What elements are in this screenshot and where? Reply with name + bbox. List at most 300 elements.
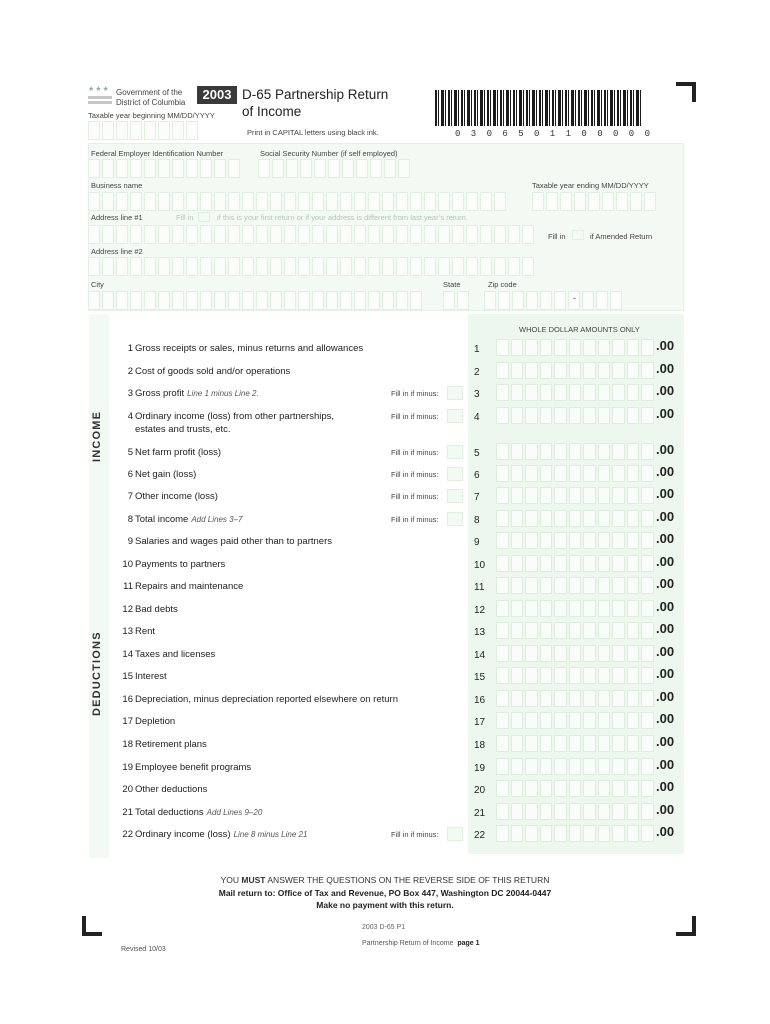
character-cell[interactable] — [424, 192, 436, 211]
amount-digit-cell[interactable] — [641, 339, 654, 356]
character-cell[interactable] — [370, 159, 382, 178]
amount-digit-cell[interactable] — [612, 555, 625, 572]
amount-digit-cell[interactable] — [598, 384, 611, 401]
amount-digit-cell[interactable] — [641, 555, 654, 572]
amount-digit-cell[interactable] — [525, 735, 538, 752]
amount-digit-cell[interactable] — [569, 825, 582, 842]
amount-digit-cell[interactable] — [511, 758, 524, 775]
amount-digit-cell[interactable] — [641, 465, 654, 482]
character-cell[interactable] — [172, 121, 184, 140]
character-cell[interactable] — [102, 257, 114, 276]
character-cell[interactable] — [172, 291, 184, 310]
amount-digit-cell[interactable] — [641, 510, 654, 527]
amount-digit-cell[interactable] — [511, 384, 524, 401]
amount-digit-cell[interactable] — [525, 600, 538, 617]
amount-digit-cell[interactable] — [525, 825, 538, 842]
amount-field[interactable] — [496, 712, 654, 729]
character-cell[interactable] — [384, 159, 396, 178]
amount-digit-cell[interactable] — [511, 712, 524, 729]
amount-digit-cell[interactable] — [554, 690, 567, 707]
amount-digit-cell[interactable] — [583, 362, 596, 379]
amount-digit-cell[interactable] — [511, 487, 524, 504]
amount-digit-cell[interactable] — [569, 510, 582, 527]
character-cell[interactable] — [424, 257, 436, 276]
amount-digit-cell[interactable] — [627, 780, 640, 797]
character-cell[interactable] — [298, 291, 310, 310]
character-cell[interactable] — [186, 159, 198, 178]
character-cell[interactable] — [326, 192, 338, 211]
character-cell[interactable] — [102, 192, 114, 211]
amount-digit-cell[interactable] — [598, 487, 611, 504]
character-cell[interactable] — [494, 225, 506, 244]
character-cell[interactable] — [424, 225, 436, 244]
amount-digit-cell[interactable] — [569, 407, 582, 424]
character-cell[interactable] — [130, 159, 142, 178]
amount-digit-cell[interactable] — [511, 803, 524, 820]
character-cell[interactable] — [130, 192, 142, 211]
character-cell[interactable] — [256, 225, 268, 244]
amount-digit-cell[interactable] — [496, 667, 509, 684]
amount-digit-cell[interactable] — [583, 384, 596, 401]
character-cell[interactable] — [158, 192, 170, 211]
amount-digit-cell[interactable] — [641, 712, 654, 729]
amount-digit-cell[interactable] — [569, 362, 582, 379]
character-cell[interactable] — [144, 257, 156, 276]
character-cell[interactable] — [256, 192, 268, 211]
amount-digit-cell[interactable] — [496, 532, 509, 549]
character-cell[interactable] — [354, 257, 366, 276]
amount-digit-cell[interactable] — [525, 712, 538, 729]
minus-oval-checkbox[interactable] — [447, 512, 463, 526]
character-cell[interactable] — [172, 257, 184, 276]
character-cell[interactable] — [522, 225, 534, 244]
character-cell[interactable] — [368, 257, 380, 276]
amount-digit-cell[interactable] — [583, 600, 596, 617]
character-cell[interactable] — [602, 192, 614, 211]
amount-digit-cell[interactable] — [496, 803, 509, 820]
character-cell[interactable] — [312, 257, 324, 276]
character-cell[interactable] — [312, 291, 324, 310]
character-cell[interactable] — [644, 192, 656, 211]
amount-digit-cell[interactable] — [598, 532, 611, 549]
amount-field[interactable] — [496, 645, 654, 662]
amount-digit-cell[interactable] — [554, 667, 567, 684]
amount-digit-cell[interactable] — [627, 825, 640, 842]
character-cell[interactable] — [102, 225, 114, 244]
character-cell[interactable] — [258, 159, 270, 178]
amount-digit-cell[interactable] — [598, 690, 611, 707]
character-cell[interactable] — [312, 225, 324, 244]
amount-digit-cell[interactable] — [540, 443, 553, 460]
character-cell[interactable] — [284, 291, 296, 310]
amount-digit-cell[interactable] — [612, 465, 625, 482]
amount-digit-cell[interactable] — [496, 510, 509, 527]
amount-field[interactable] — [496, 600, 654, 617]
amount-digit-cell[interactable] — [525, 362, 538, 379]
amount-digit-cell[interactable] — [612, 407, 625, 424]
character-cell[interactable] — [508, 257, 520, 276]
character-cell[interactable] — [284, 192, 296, 211]
character-cell[interactable] — [186, 291, 198, 310]
amount-digit-cell[interactable] — [554, 600, 567, 617]
amount-digit-cell[interactable] — [583, 487, 596, 504]
character-cell[interactable] — [116, 121, 128, 140]
character-cell[interactable] — [340, 192, 352, 211]
amount-digit-cell[interactable] — [583, 758, 596, 775]
character-cell[interactable] — [88, 225, 100, 244]
amount-digit-cell[interactable] — [569, 443, 582, 460]
amount-digit-cell[interactable] — [612, 803, 625, 820]
character-cell[interactable] — [130, 257, 142, 276]
amount-digit-cell[interactable] — [540, 600, 553, 617]
character-cell[interactable] — [158, 159, 170, 178]
amount-digit-cell[interactable] — [598, 712, 611, 729]
amount-digit-cell[interactable] — [598, 803, 611, 820]
amount-digit-cell[interactable] — [627, 577, 640, 594]
character-cell[interactable] — [144, 121, 156, 140]
amount-field[interactable] — [496, 803, 654, 820]
amount-digit-cell[interactable] — [525, 758, 538, 775]
amount-digit-cell[interactable] — [627, 712, 640, 729]
character-cell[interactable] — [588, 192, 600, 211]
character-cell[interactable] — [116, 192, 128, 211]
amount-digit-cell[interactable] — [554, 577, 567, 594]
amount-digit-cell[interactable] — [569, 532, 582, 549]
amount-digit-cell[interactable] — [540, 465, 553, 482]
character-cell[interactable] — [300, 159, 312, 178]
amount-digit-cell[interactable] — [569, 712, 582, 729]
amount-digit-cell[interactable] — [583, 803, 596, 820]
character-cell[interactable] — [298, 192, 310, 211]
character-cell[interactable] — [228, 192, 240, 211]
address-line-1-field[interactable] — [88, 225, 534, 244]
amount-digit-cell[interactable] — [511, 339, 524, 356]
amount-digit-cell[interactable] — [525, 384, 538, 401]
amount-digit-cell[interactable] — [583, 645, 596, 662]
amount-digit-cell[interactable] — [598, 443, 611, 460]
amount-digit-cell[interactable] — [598, 622, 611, 639]
amount-digit-cell[interactable] — [612, 532, 625, 549]
first-return-checkbox[interactable] — [198, 212, 210, 222]
character-cell[interactable] — [480, 192, 492, 211]
amount-digit-cell[interactable] — [583, 577, 596, 594]
amount-digit-cell[interactable] — [496, 384, 509, 401]
character-cell[interactable] — [130, 291, 142, 310]
amount-field[interactable] — [496, 690, 654, 707]
amount-digit-cell[interactable] — [525, 667, 538, 684]
character-cell[interactable] — [480, 257, 492, 276]
character-cell[interactable] — [158, 225, 170, 244]
amount-digit-cell[interactable] — [627, 555, 640, 572]
amount-digit-cell[interactable] — [540, 362, 553, 379]
amount-digit-cell[interactable] — [627, 407, 640, 424]
amount-digit-cell[interactable] — [569, 758, 582, 775]
amount-digit-cell[interactable] — [496, 735, 509, 752]
amount-field[interactable] — [496, 362, 654, 379]
amount-digit-cell[interactable] — [641, 667, 654, 684]
character-cell[interactable] — [214, 192, 226, 211]
amount-digit-cell[interactable] — [641, 532, 654, 549]
character-cell[interactable] — [452, 225, 464, 244]
amount-digit-cell[interactable] — [627, 758, 640, 775]
character-cell[interactable] — [494, 257, 506, 276]
amount-digit-cell[interactable] — [627, 339, 640, 356]
character-cell[interactable] — [396, 291, 408, 310]
character-cell[interactable] — [144, 192, 156, 211]
character-cell[interactable] — [256, 291, 268, 310]
character-cell[interactable] — [116, 159, 128, 178]
amount-digit-cell[interactable] — [496, 622, 509, 639]
character-cell[interactable] — [242, 225, 254, 244]
amount-digit-cell[interactable] — [583, 735, 596, 752]
amount-digit-cell[interactable] — [511, 735, 524, 752]
amount-digit-cell[interactable] — [496, 780, 509, 797]
character-cell[interactable] — [546, 192, 558, 211]
character-cell[interactable] — [116, 225, 128, 244]
character-cell[interactable] — [466, 192, 478, 211]
amount-digit-cell[interactable] — [612, 825, 625, 842]
amount-digit-cell[interactable] — [569, 384, 582, 401]
amount-digit-cell[interactable] — [627, 622, 640, 639]
character-cell[interactable] — [630, 192, 642, 211]
amount-digit-cell[interactable] — [627, 667, 640, 684]
amount-digit-cell[interactable] — [598, 465, 611, 482]
character-cell[interactable] — [554, 291, 566, 310]
amount-digit-cell[interactable] — [554, 407, 567, 424]
character-cell[interactable] — [340, 291, 352, 310]
character-cell[interactable] — [88, 291, 100, 310]
amount-digit-cell[interactable] — [511, 645, 524, 662]
character-cell[interactable] — [88, 257, 100, 276]
character-cell[interactable] — [398, 159, 410, 178]
amount-digit-cell[interactable] — [598, 645, 611, 662]
character-cell[interactable] — [382, 192, 394, 211]
amended-return-checkbox[interactable] — [572, 230, 584, 240]
amount-digit-cell[interactable] — [569, 690, 582, 707]
amount-field[interactable] — [496, 407, 654, 424]
amount-digit-cell[interactable] — [612, 362, 625, 379]
character-cell[interactable] — [88, 192, 100, 211]
amount-digit-cell[interactable] — [627, 362, 640, 379]
amount-digit-cell[interactable] — [598, 362, 611, 379]
amount-digit-cell[interactable] — [627, 532, 640, 549]
amount-digit-cell[interactable] — [511, 622, 524, 639]
city-field[interactable] — [88, 291, 422, 310]
minus-oval-checkbox[interactable] — [447, 409, 463, 423]
amount-digit-cell[interactable] — [540, 735, 553, 752]
amount-digit-cell[interactable] — [583, 443, 596, 460]
amount-digit-cell[interactable] — [612, 510, 625, 527]
character-cell[interactable] — [284, 225, 296, 244]
character-cell[interactable] — [466, 225, 478, 244]
character-cell[interactable] — [214, 257, 226, 276]
character-cell[interactable] — [498, 291, 510, 310]
character-cell[interactable] — [526, 291, 538, 310]
amount-digit-cell[interactable] — [496, 712, 509, 729]
character-cell[interactable] — [508, 225, 520, 244]
minus-oval-checkbox[interactable] — [447, 467, 463, 481]
amount-field[interactable] — [496, 622, 654, 639]
amount-digit-cell[interactable] — [598, 407, 611, 424]
amount-digit-cell[interactable] — [540, 712, 553, 729]
amount-digit-cell[interactable] — [612, 690, 625, 707]
amount-field[interactable] — [496, 510, 654, 527]
amount-field[interactable] — [496, 758, 654, 775]
amount-digit-cell[interactable] — [569, 667, 582, 684]
character-cell[interactable] — [382, 291, 394, 310]
taxable-year-ending-field[interactable] — [532, 192, 656, 211]
character-cell[interactable] — [340, 257, 352, 276]
amount-field[interactable] — [496, 465, 654, 482]
taxable-year-beginning-field[interactable] — [88, 121, 198, 140]
amount-digit-cell[interactable] — [583, 532, 596, 549]
character-cell[interactable] — [484, 291, 496, 310]
amount-digit-cell[interactable] — [540, 825, 553, 842]
character-cell[interactable] — [186, 257, 198, 276]
amount-digit-cell[interactable] — [583, 712, 596, 729]
character-cell[interactable] — [382, 257, 394, 276]
amount-digit-cell[interactable] — [540, 690, 553, 707]
character-cell[interactable] — [328, 159, 340, 178]
character-cell[interactable] — [144, 291, 156, 310]
amount-digit-cell[interactable] — [496, 443, 509, 460]
amount-digit-cell[interactable] — [511, 600, 524, 617]
character-cell[interactable] — [186, 225, 198, 244]
character-cell[interactable] — [532, 192, 544, 211]
amount-digit-cell[interactable] — [511, 362, 524, 379]
character-cell[interactable] — [270, 192, 282, 211]
amount-digit-cell[interactable] — [627, 600, 640, 617]
minus-oval-checkbox[interactable] — [447, 827, 463, 841]
amount-digit-cell[interactable] — [554, 712, 567, 729]
character-cell[interactable] — [158, 121, 170, 140]
amount-field[interactable] — [496, 825, 654, 842]
amount-digit-cell[interactable] — [598, 510, 611, 527]
character-cell[interactable] — [396, 225, 408, 244]
amount-digit-cell[interactable] — [496, 407, 509, 424]
amount-digit-cell[interactable] — [525, 465, 538, 482]
amount-digit-cell[interactable] — [511, 555, 524, 572]
character-cell[interactable] — [214, 291, 226, 310]
character-cell[interactable] — [466, 257, 478, 276]
character-cell[interactable] — [512, 291, 524, 310]
amount-digit-cell[interactable] — [569, 487, 582, 504]
character-cell[interactable] — [368, 291, 380, 310]
amount-digit-cell[interactable] — [612, 384, 625, 401]
amount-digit-cell[interactable] — [641, 803, 654, 820]
amount-digit-cell[interactable] — [511, 407, 524, 424]
amount-digit-cell[interactable] — [569, 645, 582, 662]
amount-digit-cell[interactable] — [525, 510, 538, 527]
character-cell[interactable] — [314, 159, 326, 178]
amount-digit-cell[interactable] — [569, 780, 582, 797]
character-cell[interactable] — [88, 121, 100, 140]
amount-digit-cell[interactable] — [540, 758, 553, 775]
amount-digit-cell[interactable] — [554, 487, 567, 504]
amount-digit-cell[interactable] — [569, 465, 582, 482]
minus-oval-checkbox[interactable] — [447, 445, 463, 459]
amount-digit-cell[interactable] — [540, 555, 553, 572]
character-cell[interactable] — [270, 257, 282, 276]
amount-digit-cell[interactable] — [496, 362, 509, 379]
amount-digit-cell[interactable] — [569, 600, 582, 617]
amount-digit-cell[interactable] — [554, 735, 567, 752]
character-cell[interactable] — [144, 159, 156, 178]
character-cell[interactable] — [560, 192, 572, 211]
character-cell[interactable] — [102, 159, 114, 178]
amount-digit-cell[interactable] — [612, 577, 625, 594]
character-cell[interactable] — [438, 192, 450, 211]
amount-digit-cell[interactable] — [540, 803, 553, 820]
amount-digit-cell[interactable] — [583, 510, 596, 527]
amount-digit-cell[interactable] — [598, 735, 611, 752]
amount-digit-cell[interactable] — [598, 555, 611, 572]
amount-digit-cell[interactable] — [641, 384, 654, 401]
amount-digit-cell[interactable] — [496, 465, 509, 482]
character-cell[interactable] — [102, 121, 114, 140]
amount-digit-cell[interactable] — [525, 803, 538, 820]
ssn-field[interactable] — [258, 159, 410, 178]
character-cell[interactable] — [480, 225, 492, 244]
amount-digit-cell[interactable] — [569, 577, 582, 594]
character-cell[interactable] — [610, 291, 622, 310]
amount-field[interactable] — [496, 780, 654, 797]
character-cell[interactable] — [102, 291, 114, 310]
character-cell[interactable] — [242, 291, 254, 310]
amount-digit-cell[interactable] — [554, 555, 567, 572]
amount-digit-cell[interactable] — [496, 600, 509, 617]
amount-field[interactable] — [496, 487, 654, 504]
amount-digit-cell[interactable] — [554, 825, 567, 842]
character-cell[interactable] — [354, 225, 366, 244]
amount-digit-cell[interactable] — [583, 622, 596, 639]
amount-digit-cell[interactable] — [583, 690, 596, 707]
character-cell[interactable] — [286, 159, 298, 178]
amount-digit-cell[interactable] — [496, 577, 509, 594]
amount-digit-cell[interactable] — [540, 407, 553, 424]
amount-digit-cell[interactable] — [569, 555, 582, 572]
character-cell[interactable] — [540, 291, 552, 310]
fein-field[interactable] — [88, 159, 240, 178]
character-cell[interactable] — [396, 257, 408, 276]
amount-digit-cell[interactable] — [583, 339, 596, 356]
character-cell[interactable] — [256, 257, 268, 276]
character-cell[interactable] — [368, 225, 380, 244]
character-cell[interactable] — [228, 159, 240, 178]
amount-digit-cell[interactable] — [583, 780, 596, 797]
amount-field[interactable] — [496, 384, 654, 401]
amount-digit-cell[interactable] — [569, 803, 582, 820]
amount-digit-cell[interactable] — [511, 443, 524, 460]
amount-digit-cell[interactable] — [525, 532, 538, 549]
amount-field[interactable] — [496, 577, 654, 594]
amount-digit-cell[interactable] — [598, 577, 611, 594]
character-cell[interactable] — [410, 192, 422, 211]
character-cell[interactable] — [438, 225, 450, 244]
amount-digit-cell[interactable] — [496, 555, 509, 572]
character-cell[interactable] — [116, 257, 128, 276]
amount-digit-cell[interactable] — [554, 443, 567, 460]
amount-digit-cell[interactable] — [496, 690, 509, 707]
character-cell[interactable] — [214, 225, 226, 244]
character-cell[interactable] — [242, 192, 254, 211]
amount-digit-cell[interactable] — [641, 487, 654, 504]
amount-digit-cell[interactable] — [511, 577, 524, 594]
amount-digit-cell[interactable] — [627, 690, 640, 707]
character-cell[interactable] — [130, 225, 142, 244]
amount-digit-cell[interactable] — [612, 735, 625, 752]
character-cell[interactable] — [172, 192, 184, 211]
